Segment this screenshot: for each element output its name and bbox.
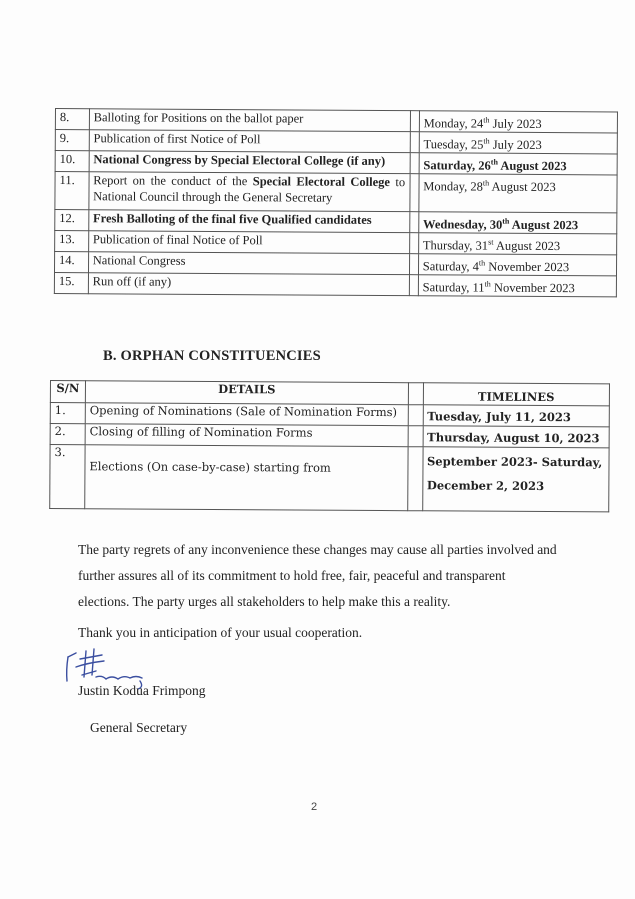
row-number: 8. (55, 109, 89, 130)
row-number: 9. (55, 130, 89, 151)
section-heading: B. ORPHAN CONSTITUENCIES (103, 348, 321, 364)
row-date: Saturday, 26th August 2023 (419, 153, 617, 175)
spacer-cell (408, 447, 423, 511)
spacer-cell (410, 111, 419, 132)
spacer-cell (409, 174, 418, 212)
timeline-table-continued (54, 108, 618, 297)
spacer-cell (410, 153, 419, 174)
header-sn: S/N (50, 381, 85, 403)
row-number: 2. (50, 424, 85, 445)
row-date: Tuesday, 25th July 2023 (419, 132, 617, 154)
row-timeline: Tuesday, July 11, 2023 (423, 405, 610, 427)
row-details: Balloting for Positions on the ballot paper (89, 109, 410, 132)
spacer-cell (409, 254, 418, 275)
header-timelines: TIMELINES (423, 383, 610, 406)
row-details: Publication of first Notice of Poll (89, 130, 410, 153)
row-number: 13. (55, 231, 89, 252)
row-details: Report on the conduct of the Special Electoral College to National Council through the General Secretary (89, 172, 410, 212)
page-number: 2 (311, 801, 318, 813)
row-number: 3. (50, 445, 85, 509)
table-row (55, 172, 617, 213)
row-timeline: September 2023- Saturday, December 2, 2023 (422, 447, 609, 512)
row-date: Wednesday, 30th August 2023 (418, 212, 616, 234)
row-details: National Congress by Special Electoral College (if any) (89, 151, 410, 174)
row-date: Monday, 28th August 2023 (419, 174, 617, 213)
row-number: 12. (55, 210, 89, 231)
table-row (54, 273, 616, 297)
row-details: Run off (if any) (88, 273, 409, 296)
spacer-cell (408, 426, 423, 447)
row-number: 14. (54, 252, 88, 273)
row-number: 15. (54, 273, 88, 294)
row-details: Elections (On case-by-case) starting from (85, 445, 408, 511)
row-number: 10. (55, 151, 89, 172)
spacer-cell (410, 132, 419, 153)
table-row (50, 445, 609, 512)
row-details: Publication of final Notice of Poll (88, 231, 409, 254)
spacer-cell (408, 383, 423, 405)
signatory-name: Justin Kodua Frimpong (78, 683, 206, 698)
signatory-title: General Secretary (90, 720, 188, 735)
row-date: Thursday, 31st August 2023 (418, 233, 616, 255)
thanks-line: Thank you in anticipation of your usual cooperation. (78, 625, 363, 640)
row-date: Monday, 24th July 2023 (419, 111, 617, 133)
spacer-cell (409, 212, 418, 233)
row-date: Saturday, 11th November 2023 (418, 275, 616, 297)
spacer-cell (408, 405, 423, 426)
closing-paragraph: The party regrets of any inconvenience these changes may cause all parties involved and further assures all of its commitment to hold free, fair, peaceful and transparent elections. The party urges all stakeholders to help make this a reality. (78, 542, 557, 609)
row-details: Fresh Balloting of the final five Qualified candidates (88, 210, 409, 233)
row-details: National Congress (88, 252, 409, 275)
row-details: Closing of filling of Nomination Forms (85, 424, 408, 447)
row-number: 1. (50, 403, 85, 424)
row-timeline: Thursday, August 10, 2023 (423, 426, 610, 448)
spacer-cell (409, 233, 418, 254)
orphan-constituencies-table (49, 380, 610, 512)
row-number: 11. (55, 172, 89, 210)
row-date: Saturday, 4th November 2023 (418, 254, 616, 276)
row-details: Opening of Nominations (Sale of Nomination Forms) (85, 403, 408, 426)
spacer-cell (409, 275, 418, 296)
header-details: DETAILS (85, 381, 408, 405)
